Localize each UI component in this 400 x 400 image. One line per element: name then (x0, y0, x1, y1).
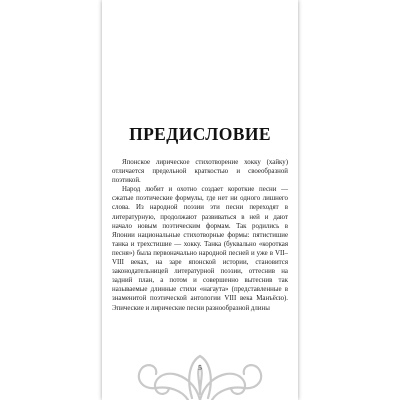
body-text (112, 158, 288, 313)
book-page (102, 0, 298, 400)
paragraph-1: Японское лирическое стихотворение хокку (хайку) отличается предельной краткостью и своеобразной поэтикой. (112, 159, 288, 185)
paragraph-2: Народ любит и охотно создает короткие песни — сжатые поэтические формулы, где нет ни одного лишнего слова. Из народной поэзии эти песни переходят в литературную, продолжают развиваться в ней и дают начало новым поэтическим формам. Так родились в Японии национальные стихотворные формы: пятистишие танка и трехстишие — хокку. Танка (буквально «короткая песня») была первоначально народной песней и уже в VII–VIII веках, на заре японской истории, становится законодательницей литературной поэзии, оттеснив на задний план, а потом и совершенно вытеснив так называемые длинные стихи «нагаута» (представленные в знаменитой поэтической антологии VIII века Манъёсю). Эпические и лирические песни разнообразной длины (112, 186, 288, 312)
page-number: 5 (198, 363, 202, 372)
chapter-heading: ПРЕДИСЛОВИЕ (129, 124, 271, 144)
